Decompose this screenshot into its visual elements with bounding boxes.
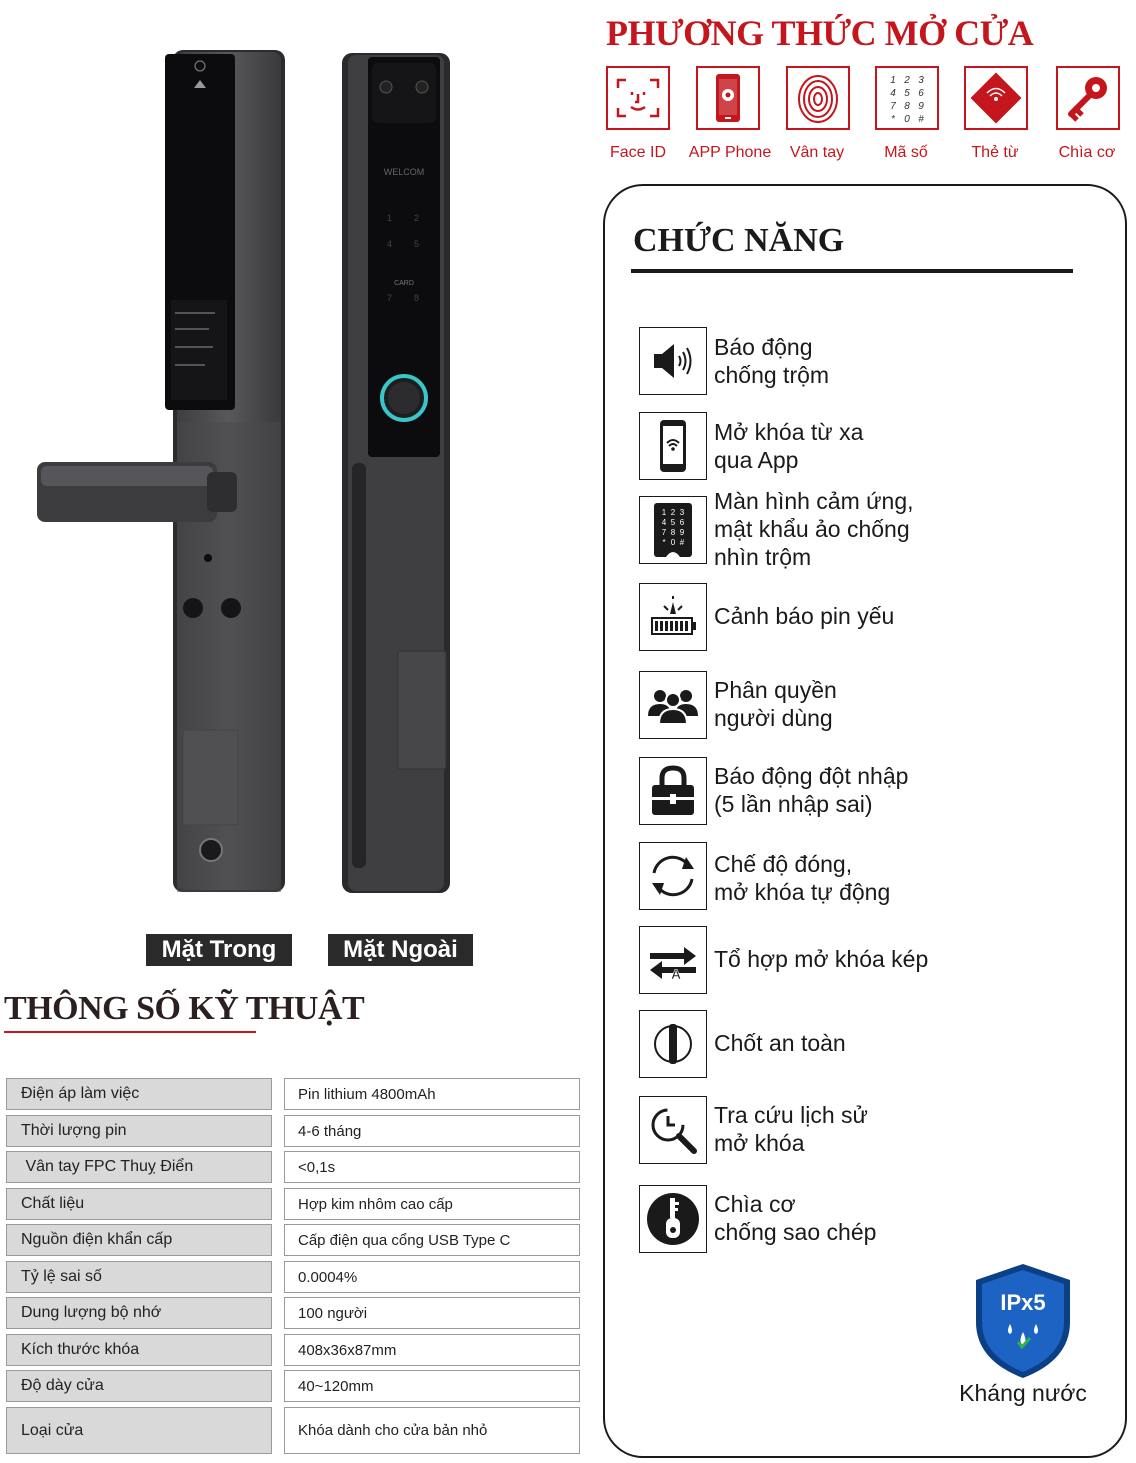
function-text: Cảnh báo pin yếu bbox=[714, 603, 895, 629]
svg-text:2: 2 bbox=[414, 213, 420, 223]
svg-text:5: 5 bbox=[904, 88, 910, 99]
spec-key: Tỷ lệ sai số bbox=[6, 1261, 272, 1293]
svg-text:1: 1 bbox=[890, 75, 896, 86]
card-icon bbox=[964, 66, 1028, 130]
svg-text:1: 1 bbox=[661, 508, 667, 517]
function-icon-box bbox=[639, 496, 707, 564]
method-label-key: Chìa cơ bbox=[1058, 144, 1116, 161]
spec-value: <0,1s bbox=[284, 1151, 580, 1183]
spec-key: Kích thước khóa bbox=[6, 1334, 272, 1366]
svg-text:#: # bbox=[679, 538, 685, 547]
spec-key: Chất liệu bbox=[6, 1188, 272, 1220]
svg-text:3: 3 bbox=[918, 75, 924, 86]
spec-key: Thời lượng pin bbox=[6, 1115, 272, 1147]
face-id-icon bbox=[606, 66, 670, 130]
waterproof-caption: Kháng nước bbox=[959, 1380, 1087, 1406]
spec-value: 40~120mm bbox=[284, 1370, 580, 1402]
key-icon bbox=[1056, 66, 1120, 130]
spec-key: Điện áp làm việc bbox=[6, 1078, 272, 1110]
svg-text:0: 0 bbox=[904, 114, 910, 125]
svg-text:8: 8 bbox=[904, 101, 910, 112]
waterproof-badge bbox=[972, 1262, 1074, 1380]
history-search-icon bbox=[640, 1097, 706, 1163]
function-icon-box bbox=[639, 412, 707, 480]
svg-text:1: 1 bbox=[387, 213, 393, 223]
function-text: Tra cứu lịch sử mở khóa bbox=[714, 1102, 868, 1156]
svg-text:4: 4 bbox=[661, 518, 667, 527]
functions-title: CHỨC NĂNG bbox=[633, 222, 845, 259]
lock-outer-side-image bbox=[342, 53, 450, 893]
method-label-card: Thẻ từ bbox=[971, 144, 1019, 161]
svg-text:6: 6 bbox=[679, 518, 685, 527]
spec-key: Độ dày cửa bbox=[6, 1370, 272, 1402]
spec-value: 408x36x87mm bbox=[284, 1334, 580, 1366]
lock-label-inner: Mặt Trong bbox=[146, 934, 292, 966]
function-text: Báo động chống trộm bbox=[714, 334, 830, 388]
function-icon-box bbox=[639, 327, 707, 395]
function-icon-box bbox=[639, 926, 707, 994]
phone-wifi-icon bbox=[640, 413, 706, 479]
method-label-keypad: Mã số bbox=[884, 144, 928, 161]
function-text: Chế độ đóng, mở khóa tự động bbox=[714, 851, 891, 905]
spec-value: Pin lithium 4800mAh bbox=[284, 1078, 580, 1110]
function-text: Màn hình cảm ứng, mật khẩu ảo chống nhìn trộm bbox=[714, 488, 914, 570]
screen-card-text: CARD bbox=[394, 280, 414, 287]
spec-value: Hợp kim nhôm cao cấp bbox=[284, 1188, 580, 1220]
function-text: Mở khóa từ xa qua App bbox=[714, 419, 864, 473]
anti-copy-key-icon bbox=[640, 1186, 706, 1252]
dual-unlock-icon bbox=[640, 927, 706, 993]
svg-text:3: 3 bbox=[679, 508, 685, 517]
svg-text:5: 5 bbox=[414, 239, 420, 249]
fingerprint-icon bbox=[786, 66, 850, 130]
safety-latch-icon bbox=[640, 1011, 706, 1077]
function-icon-box bbox=[639, 1010, 707, 1078]
spec-value: 0.0004% bbox=[284, 1261, 580, 1293]
function-text: Phân quyền người dùng bbox=[714, 677, 837, 731]
svg-text:8: 8 bbox=[414, 293, 420, 303]
spec-key: Dung lượng bộ nhớ bbox=[6, 1297, 272, 1329]
keypad-icon bbox=[875, 66, 939, 130]
method-label-fingerprint: Vân tay bbox=[789, 144, 845, 161]
svg-text:*: * bbox=[662, 538, 666, 547]
function-icon-box bbox=[639, 671, 707, 739]
function-icon-box bbox=[639, 583, 707, 651]
specs-title-underline bbox=[4, 1031, 256, 1033]
method-label-face-id: Face ID bbox=[609, 144, 666, 161]
spec-key: Loại cửa bbox=[6, 1407, 272, 1454]
svg-text:7: 7 bbox=[661, 528, 667, 537]
lock-label-outer: Mặt Ngoài bbox=[328, 934, 473, 966]
svg-text:A: A bbox=[670, 966, 682, 982]
svg-text:2: 2 bbox=[904, 75, 910, 86]
svg-text:9: 9 bbox=[918, 101, 924, 112]
inner-handle bbox=[37, 462, 237, 524]
users-icon bbox=[640, 672, 706, 738]
padlock-icon bbox=[640, 758, 706, 824]
spec-value: Cấp điện qua cổng USB Type C bbox=[284, 1224, 580, 1256]
screen-welcome-text: WELCOM bbox=[383, 167, 425, 177]
svg-text:6: 6 bbox=[918, 88, 924, 99]
svg-text:5: 5 bbox=[670, 518, 676, 527]
function-icon-box bbox=[639, 1185, 707, 1253]
function-text: Báo động đột nhập (5 lần nhập sai) bbox=[714, 763, 909, 817]
waterproof-rating: IPx5 bbox=[1000, 1290, 1046, 1315]
svg-text:7: 7 bbox=[387, 293, 393, 303]
functions-title-underline bbox=[631, 269, 1073, 273]
svg-text:4: 4 bbox=[387, 239, 393, 249]
function-text: Tổ hợp mở khóa kép bbox=[714, 946, 929, 972]
function-text: Chốt an toàn bbox=[714, 1030, 846, 1056]
function-icon-box bbox=[639, 842, 707, 910]
method-label-app-phone: APP Phone bbox=[688, 144, 772, 161]
svg-text:0: 0 bbox=[670, 538, 676, 547]
svg-text:2: 2 bbox=[670, 508, 676, 517]
speaker-alarm-icon bbox=[640, 328, 706, 394]
touch-keypad-icon bbox=[640, 497, 706, 563]
specs-title: THÔNG SỐ KỸ THUẬT bbox=[4, 990, 365, 1027]
function-icon-box bbox=[639, 1096, 707, 1164]
auto-cycle-icon bbox=[640, 843, 706, 909]
low-battery-icon bbox=[640, 584, 706, 650]
methods-title: PHƯƠNG THỨC MỞ CỬA bbox=[606, 13, 1034, 53]
svg-text:7: 7 bbox=[890, 101, 896, 112]
spec-value: 4-6 tháng bbox=[284, 1115, 580, 1147]
function-icon-box bbox=[639, 757, 707, 825]
svg-text:9: 9 bbox=[679, 528, 685, 537]
spec-key: Vân tay FPC Thuỵ Điển bbox=[6, 1151, 272, 1183]
function-text: Chìa cơ chống sao chép bbox=[714, 1191, 877, 1245]
svg-text:#: # bbox=[918, 114, 924, 125]
svg-text:8: 8 bbox=[670, 528, 676, 537]
spec-value: 100 người bbox=[284, 1297, 580, 1329]
spec-key: Nguồn điện khẩn cấp bbox=[6, 1224, 272, 1256]
phone-app-icon bbox=[696, 66, 760, 130]
svg-text:4: 4 bbox=[890, 88, 896, 99]
spec-value: Khóa dành cho cửa bản nhỏ bbox=[284, 1407, 580, 1454]
svg-text:*: * bbox=[891, 114, 895, 125]
